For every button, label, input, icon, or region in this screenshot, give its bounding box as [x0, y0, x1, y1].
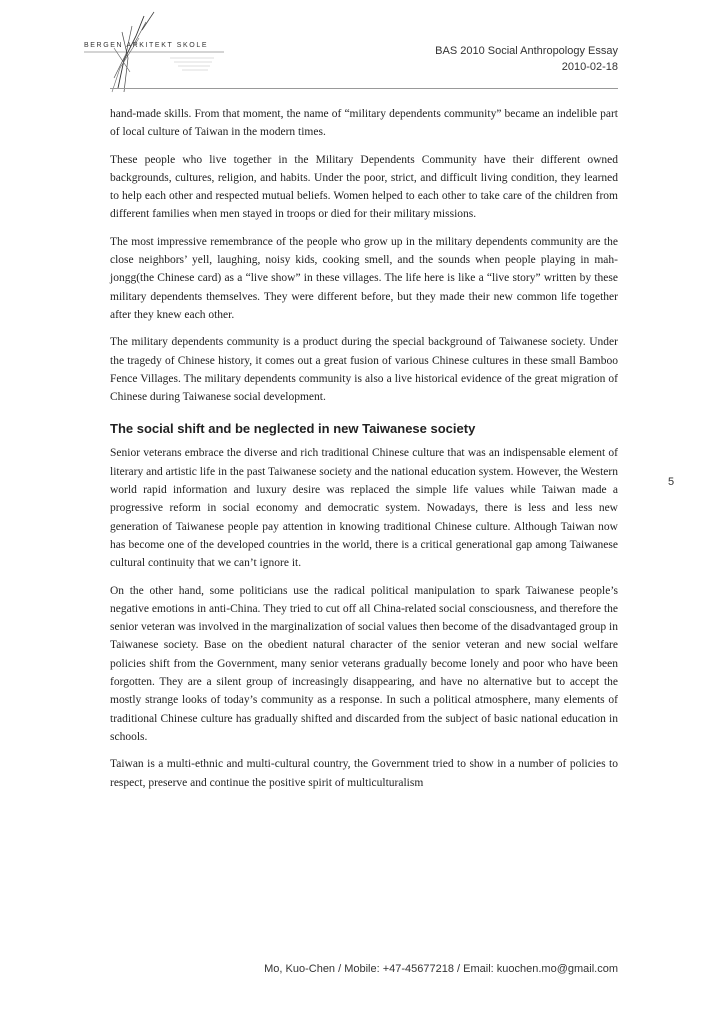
- body-paragraph: Senior veterans embrace the diverse and rich traditional Chinese culture that was an indispensable element of literary and artistic life in the past Taiwanese society and the national education system. However, the Western world rapid information and luxury desire was replaced the simple life values while Taiwan made a progressive reform in social economy and democratic system. Nowadays, there is less and less new generation of Taiwanese people pay attention in knowing traditional Chinese culture. Although Taiwan now has become one of the developed countries in the world, there is a critical generational gap among Taiwanese cultural continuity that we can’t ignore it.: [110, 447, 618, 570]
- footer-contact: Mo, Kuo-Chen / Mobile: +47-45677218 / Email: kuochen.mo@gmail.com: [264, 963, 618, 975]
- body-paragraph: Taiwan is a multi-ethnic and multi-cultural country, the Government tried to show in a number of policies to respect, preserve and continue the positive spirit of multiculturalism: [110, 758, 618, 789]
- body-paragraph: The military dependents community is a product during the special background of Taiwanese society. Under the tragedy of Chinese history, it comes out a great fusion of various Chinese cultures in these small Bamboo Fence Villages. The military dependents community is also a live historical evidence of the great migration of Chinese during Taiwanese social development.: [110, 336, 618, 404]
- body-paragraph: The most impressive remembrance of the people who grow up in the military dependents community are the close neighbors’ yell, laughing, noisy kids, cooking smell, and the sounds when people playing in mah-jongg(the Chinese card) as a “live show” in these villages. The life here is like a “live story” written by these military dependents themselves. They were different before, but they made their new common life together after they knew each other.: [110, 235, 618, 321]
- document-date: 2010-02-18: [561, 61, 618, 73]
- tree-icon: [84, 8, 234, 94]
- logo-wordmark: BERGEN ARKITEKT SKOLE: [84, 42, 209, 49]
- body-paragraph: These people who live together in the Military Dependents Community have their different owned backgrounds, cultures, religion, and habits. Under the poor, strict, and difficult living condition, they learned to help each other and respected mutual beliefs. Women helped to each other to take care of the children from different families when men stayed in troops or died for their military missions.: [110, 153, 618, 221]
- header-divider: [110, 88, 618, 89]
- document-title: BAS 2010 Social Anthropology Essay: [435, 45, 618, 57]
- school-logo: [84, 8, 234, 94]
- section-heading: The social shift and be neglected in new Taiwanese society: [110, 421, 476, 437]
- page-number: 5: [668, 476, 675, 488]
- body-paragraph: On the other hand, some politicians use the radical political manipulation to spark Taiwanese people’s negative emotions in anti-China. They tried to cut off all China-related social consciousness, and therefore the senior veteran was involved in the marginalization of social values then become of the disadvantaged group in Taiwanese society. Base on the obedient natural character of the senior veteran and new social welfare policies shift from the Government, many senior veterans gradually become lonely and poor who have been forgotten. They are a silent group of increasingly disappearing, and have no alternative but to accept the mostly strange looks of today’s community as a response. In such a political atmosphere, many elements of traditional Chinese culture has gradually shifted and discarded from the subject of basic national education in schools.: [110, 584, 618, 743]
- page-body: [110, 105, 618, 801]
- body-paragraph: hand-made skills. From that moment, the name of “military dependents community” became an indelible part of local culture of Taiwan in the modern times.: [110, 108, 618, 139]
